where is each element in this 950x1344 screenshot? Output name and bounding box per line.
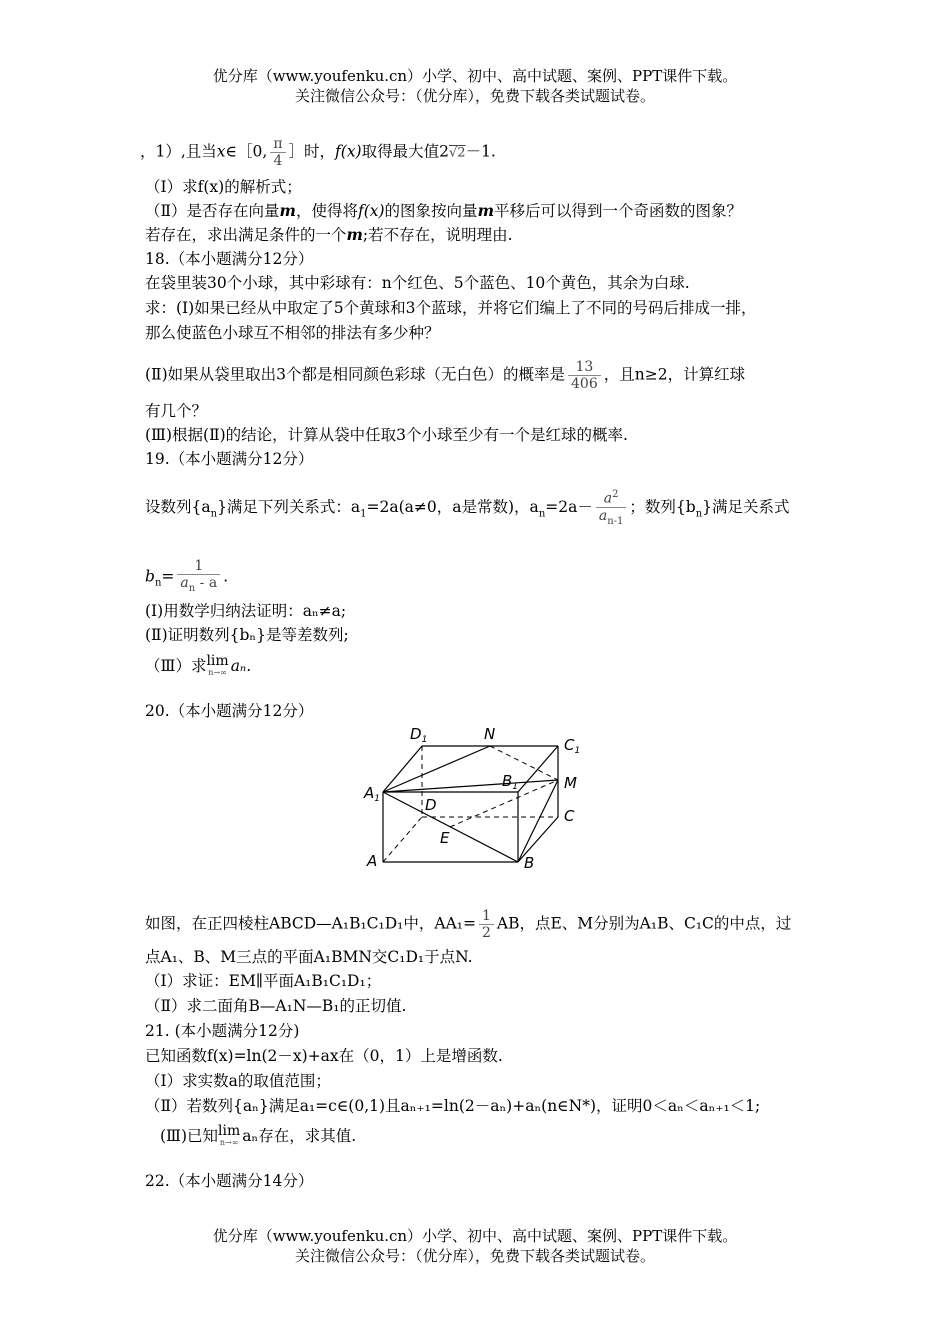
label-D: D bbox=[425, 796, 437, 814]
label-N: N bbox=[484, 725, 496, 743]
hidden-edge-N-M bbox=[490, 746, 558, 780]
edge-B-M bbox=[518, 780, 558, 862]
q18-line-4: (Ⅱ)如果从袋里取出3个都是相同颜色彩球（无白色）的概率是 $\frac{13}{406}$ ，且n≥2，计算红球 bbox=[145, 359, 746, 392]
label-C: C bbox=[564, 807, 575, 825]
edge-D1-A1 bbox=[383, 746, 422, 792]
q19-line-3: (Ⅰ)用数学归纳法证明：aₙ≠a; bbox=[145, 602, 347, 620]
footer-line-2: 关注微信公众号：（优分库），免费下载各类试题试卷。 bbox=[294, 1247, 655, 1265]
sqrt-2: √2 bbox=[448, 145, 466, 161]
label-C1: $C_1$ bbox=[564, 736, 581, 756]
q17-condition: ，1）,且当x∈［0, $\frac{\pi}{4}$ ］时，f(x)取得最大值2√2－1. bbox=[140, 136, 496, 169]
q21-line-2: （Ⅰ）求实数a的取值范围； bbox=[145, 1072, 331, 1090]
q21-line-4: (Ⅲ)已知 lim n→∞ aₙ存在，求其值. bbox=[160, 1123, 357, 1147]
q18-line-5: 有几个？ bbox=[145, 402, 208, 420]
edge-A1-N bbox=[383, 746, 490, 792]
hidden-edge-A-D bbox=[383, 817, 422, 862]
q17-part-1: （Ⅰ）求f(x)的解析式； bbox=[145, 178, 302, 196]
label-E: E bbox=[440, 829, 450, 847]
q21-title: 21. (本小题满分12分) bbox=[145, 1022, 300, 1040]
label-B1: $B_1$ bbox=[502, 772, 519, 792]
label-M: M bbox=[564, 774, 577, 792]
q17-part-2: （Ⅱ）是否存在向量m，使得将f(x)的图象按向量m平移后可以得到一个奇函数的图象？ bbox=[145, 201, 742, 220]
label-B: B bbox=[524, 854, 535, 872]
edge-A1-M bbox=[383, 780, 558, 792]
q20-line-3: （Ⅰ）求证：EM∥平面A₁B₁C₁D₁； bbox=[145, 972, 382, 990]
pi-over-4-fraction: $\frac{\pi}{4}$ bbox=[270, 136, 285, 169]
footer-line-1: 优分库（www.youfenku.cn）小学、初中、高中试题、案例、PPT课件下载。 bbox=[212, 1227, 738, 1245]
bn-fraction: $\frac{1}{a_n - a}$ bbox=[177, 558, 220, 597]
q18-line-3: 那么使蓝色小球互不相邻的排法有多少种？ bbox=[145, 324, 440, 342]
q19-line-4: (Ⅱ)证明数列{bₙ}是等差数列; bbox=[145, 626, 349, 644]
label-D1: $D_1$ bbox=[410, 725, 428, 745]
label-A1: $A_1$ bbox=[364, 784, 380, 804]
header-line-2: 关注微信公众号：（优分库），免费下载各类试题试卷。 bbox=[294, 87, 655, 105]
edge-B1-C1 bbox=[518, 746, 558, 792]
a-squared-over-an-1: $\frac{a^2}{a_{n-1}}$ bbox=[596, 487, 627, 529]
q19-title: 19.（本小题满分12分） bbox=[145, 450, 314, 468]
q18-line-6: (Ⅲ)根据(Ⅱ)的结论，计算从袋中任取3个小球至少有一个是红球的概率. bbox=[145, 426, 628, 444]
lim-symbol-2: lim n→∞ bbox=[218, 1123, 241, 1147]
prism-figure bbox=[360, 722, 600, 872]
q18-line-2: 求：(Ⅰ)如果已经从中取定了5个黄球和3个蓝球，并将它们编上了不同的号码后排成一排， bbox=[145, 299, 757, 317]
q20-title: 20.（本小题满分12分） bbox=[145, 702, 314, 720]
q17-part-2-cont: 若存在，求出满足条件的一个m;若不存在，说明理由. bbox=[145, 225, 513, 244]
header-line-1: 优分库（www.youfenku.cn）小学、初中、高中试题、案例、PPT课件下载。 bbox=[212, 67, 738, 85]
q19-line-1: 设数列$\{a_n\}$满足下列关系式：$a_1=2a(a\ne 0$，a是常数)，$a_n=2a-$ $\frac{a^2}{a_{n-1}}$ ；数列$\{b_n\}$满足关系式 bbox=[145, 487, 790, 529]
q18-line-1: 在袋里装30个小球，其中彩球有：n个红色、5个蓝色、10个黄色，其余为白球. bbox=[145, 274, 690, 292]
q21-line-3: （Ⅱ）若数列{aₙ}满足a₁=c∈(0,1)且aₙ₊₁=ln(2－aₙ)+aₙ(n∈N*)，证明0＜aₙ＜aₙ₊₁＜1; bbox=[145, 1097, 761, 1115]
prob-fraction: $\frac{13}{406}$ bbox=[568, 359, 601, 392]
q20-line-2: 点A₁、B、M三点的平面A₁BMN交C₁D₁于点N. bbox=[145, 948, 473, 966]
label-A: A bbox=[367, 852, 378, 870]
q21-line-1: 已知函数f(x)=ln(2－x)+ax在（0，1）上是增函数. bbox=[145, 1047, 503, 1065]
q18-title: 18.（本小题满分12分） bbox=[145, 250, 314, 268]
q19-line-2: $b_n=$ $\frac{1}{a_n - a}$ . bbox=[145, 558, 228, 597]
q20-line-1: 如图，在正四棱柱ABCD—A₁B₁C₁D₁中，AA₁= $\frac{1}{2}$ AB，点E、M分别为A₁B、C₁C的中点，过 bbox=[145, 908, 792, 941]
lim-symbol: lim n→∞ bbox=[206, 653, 229, 677]
q19-line-5: （Ⅲ）求 lim n→∞ aₙ. bbox=[145, 653, 252, 677]
one-half-fraction: $\frac{1}{2}$ bbox=[479, 908, 494, 941]
q22-title: 22.（本小题满分14分） bbox=[145, 1172, 314, 1190]
q20-line-4: （Ⅱ）求二面角B—A₁N—B₁的正切值. bbox=[145, 997, 407, 1015]
